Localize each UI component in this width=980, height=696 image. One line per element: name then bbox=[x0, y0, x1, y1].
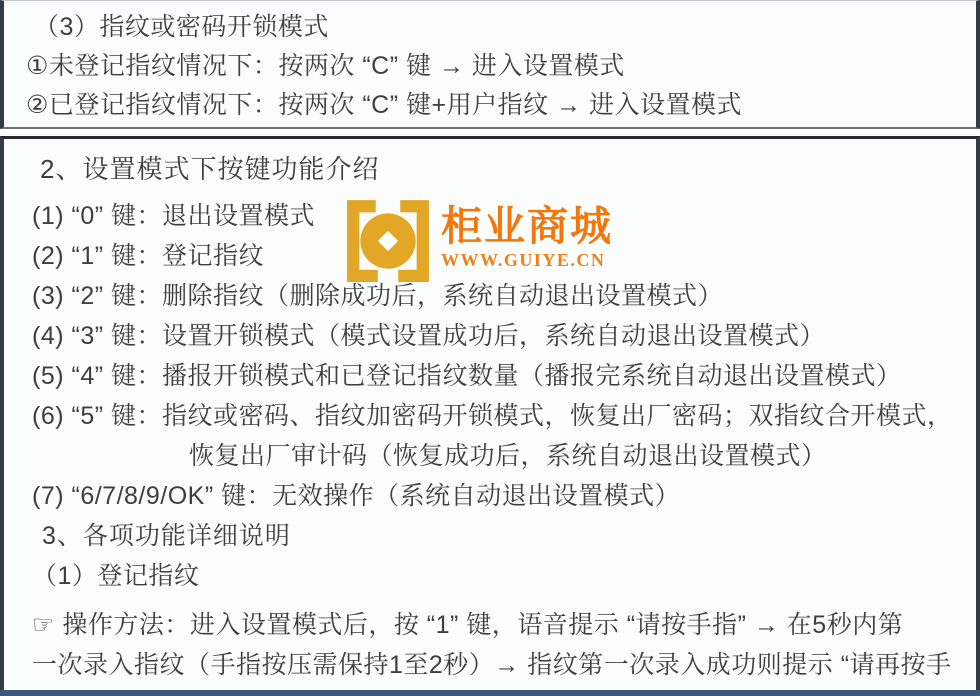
bottom-border-bar bbox=[0, 690, 980, 696]
keymap-item-5-continuation: 恢复出厂审计码（恢复成功后，系统自动退出设置模式） bbox=[189, 442, 827, 470]
unlock-mode-step-2: ②已登记指纹情况下：按两次 “C” 键+用户指纹 → 进入设置模式 bbox=[26, 91, 743, 119]
details-heading: 3、各项功能详细说明 bbox=[42, 522, 291, 550]
keymap-item-4: (5) “4” 键：播报开锁模式和已登记指纹数量（播报完系统自动退出设置模式） bbox=[32, 362, 902, 390]
unlock-mode-section bbox=[0, 0, 980, 129]
keymap-item-6: (7) “6/7/8/9/OK” 键：无效操作（系统自动退出设置模式） bbox=[32, 482, 681, 510]
keymap-item-0: (1) “0” 键：退出设置模式 bbox=[32, 202, 316, 230]
keymap-item-5: (6) “5” 键：指纹或密码、指纹加密码开锁模式，恢复出厂密码；双指纹合开模式， bbox=[32, 402, 953, 430]
method-line-1: ☞ 操作方法：进入设置模式后，按 “1” 键，语音提示 “请按手指” → 在5秒内第 bbox=[32, 611, 904, 639]
brand-name: 柜业商城 bbox=[441, 203, 613, 249]
method-line-2: 一次录入指纹（手指按压需保持1至2秒）→ 指纹第一次录入成功则提示 “请再按手 bbox=[32, 651, 952, 679]
keymap-item-3: (4) “3” 键：设置开锁模式（模式设置成功后，系统自动退出设置模式） bbox=[32, 322, 826, 350]
keymap-item-2: (3) “2” 键：删除指纹（删除成功后，系统自动退出设置模式） bbox=[32, 282, 724, 310]
details-item-fingerprint: （1）登记指纹 bbox=[32, 562, 200, 590]
settings-keys-section bbox=[0, 136, 980, 690]
unlock-mode-title: （3）指纹或密码开锁模式 bbox=[34, 13, 329, 41]
section-divider-gap bbox=[0, 129, 980, 136]
keymap-heading: 2、设置模式下按键功能介绍 bbox=[40, 154, 380, 184]
unlock-mode-step-1: ①未登记指纹情况下：按两次 “C” 键 → 进入设置模式 bbox=[26, 52, 625, 80]
keymap-item-1: (2) “1” 键：登记指纹 bbox=[32, 242, 265, 270]
brand-url: WWW.GUIYE.CN bbox=[441, 250, 606, 270]
